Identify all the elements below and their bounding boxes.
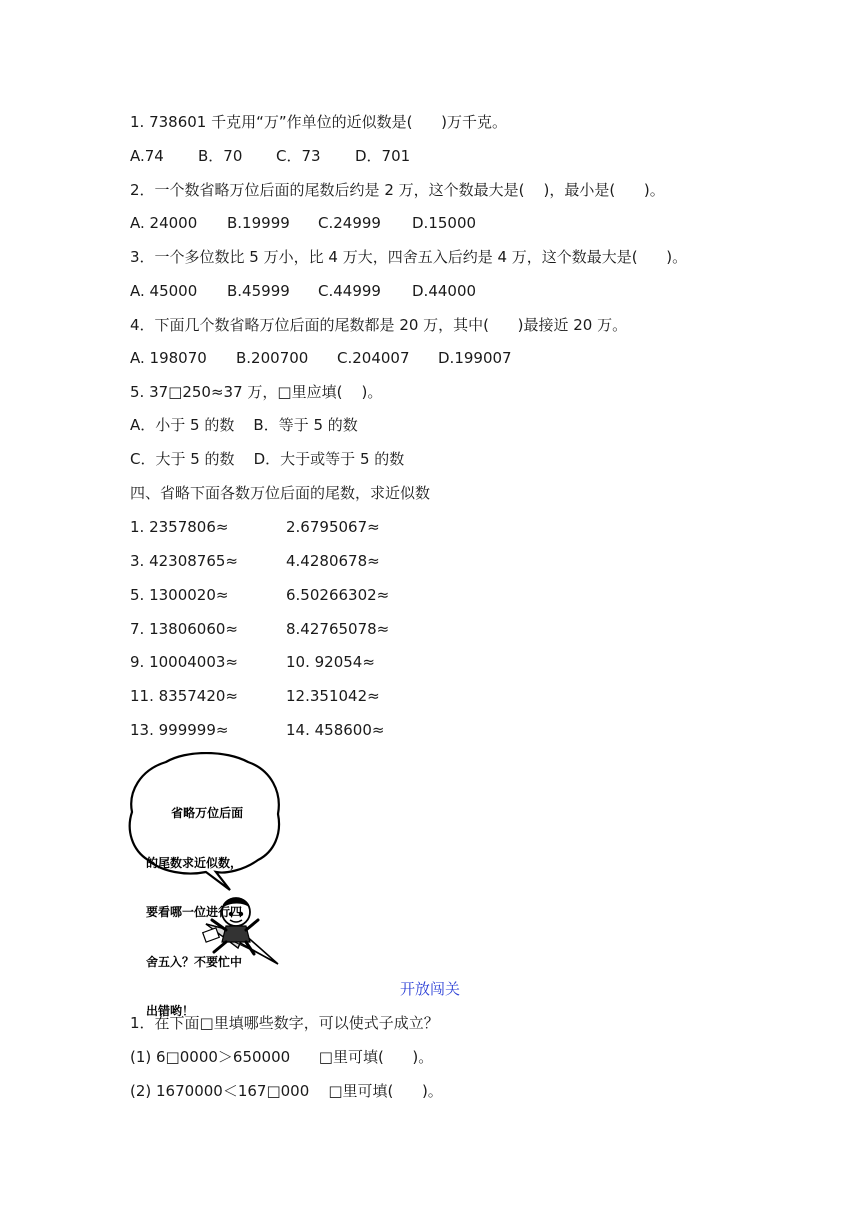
- q3-option-a: A. 45000: [130, 282, 198, 300]
- q4-option-c: C.204007: [337, 349, 410, 367]
- approx-item-10: 10. 92054≈: [286, 653, 375, 671]
- q1-option-b: B．70: [198, 147, 243, 165]
- approx-item-1: 1. 2357806≈: [130, 518, 229, 536]
- approx-item-3: 3. 42308765≈: [130, 552, 238, 570]
- q1-option-c: C．73: [276, 147, 321, 165]
- bubble-line-3: 要看哪一位进行四: [146, 905, 243, 919]
- approx-item-7: 7. 13806060≈: [130, 620, 238, 638]
- approx-item-14: 14. 458600≈: [286, 721, 385, 739]
- q3-option-c: C.44999: [318, 282, 381, 300]
- bubble-line-1: 省略万位后面: [146, 806, 244, 820]
- section4-heading: 四、省略下面各数万位后面的尾数，求近似数: [130, 484, 431, 502]
- q2-text: 2．一个数省略万位后面的尾数后约是 2 万，这个数最大是( )，最小是( )。: [130, 181, 665, 199]
- q4-text: 4．下面几个数省略万位后面的尾数都是 20 万，其中( )最接近 20 万。: [130, 316, 628, 334]
- q4-option-d: D.199007: [438, 349, 512, 367]
- q5-text: 5. 37□250≈37 万，□里应填( )。: [130, 383, 383, 401]
- q1-text: 1. 738601 千克用“万”作单位的近似数是( )万千克。: [130, 113, 507, 131]
- bubble-line-4: 舍五入？不要忙中: [146, 954, 243, 969]
- q5-options-row1: A．小于 5 的数 B．等于 5 的数: [130, 416, 358, 434]
- approx-item-9: 9. 10004003≈: [130, 653, 238, 671]
- approx-item-11: 11. 8357420≈: [130, 687, 238, 705]
- q1-option-a: A.74: [130, 147, 164, 165]
- bubble-line-2: 的尾数求近似数，: [146, 855, 243, 870]
- q4-option-a: A. 198070: [130, 349, 207, 367]
- q3-option-d: D.44000: [412, 282, 477, 300]
- approx-item-12: 12.351042≈: [286, 687, 380, 705]
- q3-text: 3．一个多位数比 5 万小，比 4 万大，四舍五入后约是 4 万，这个数最大是( )。: [130, 248, 688, 266]
- q2-option-d: D.15000: [412, 214, 477, 232]
- approx-item-6: 6.50266302≈: [286, 586, 390, 604]
- approx-item-8: 8.42765078≈: [286, 620, 390, 638]
- q2-option-b: B.19999: [227, 214, 290, 232]
- q3-option-b: B.45999: [227, 282, 290, 300]
- open-q1-sub2: (2) 1670000＜167□000 □里可填( )。: [130, 1082, 443, 1100]
- open-q1-sub1: (1) 6□0000＞650000 □里可填( )。: [130, 1048, 434, 1066]
- approx-item-2: 2.6795067≈: [286, 518, 380, 536]
- approx-item-4: 4.4280678≈: [286, 552, 380, 570]
- q5-options-row2: C．大于 5 的数 D．大于或等于 5 的数: [130, 450, 405, 468]
- approx-item-13: 13. 999999≈: [130, 721, 229, 739]
- open-challenge-title: 开放闯关: [399, 980, 460, 998]
- open-q1-text: 1．在下面□里填哪些数字，可以使式子成立？: [130, 1014, 439, 1032]
- q4-option-b: B.200700: [236, 349, 309, 367]
- approx-item-5: 5. 1300020≈: [130, 586, 229, 604]
- q1-option-d: D．701: [355, 147, 411, 165]
- q2-option-a: A. 24000: [130, 214, 198, 232]
- q2-option-c: C.24999: [318, 214, 381, 232]
- bubble-line-5: 出错哟！: [146, 1004, 195, 1018]
